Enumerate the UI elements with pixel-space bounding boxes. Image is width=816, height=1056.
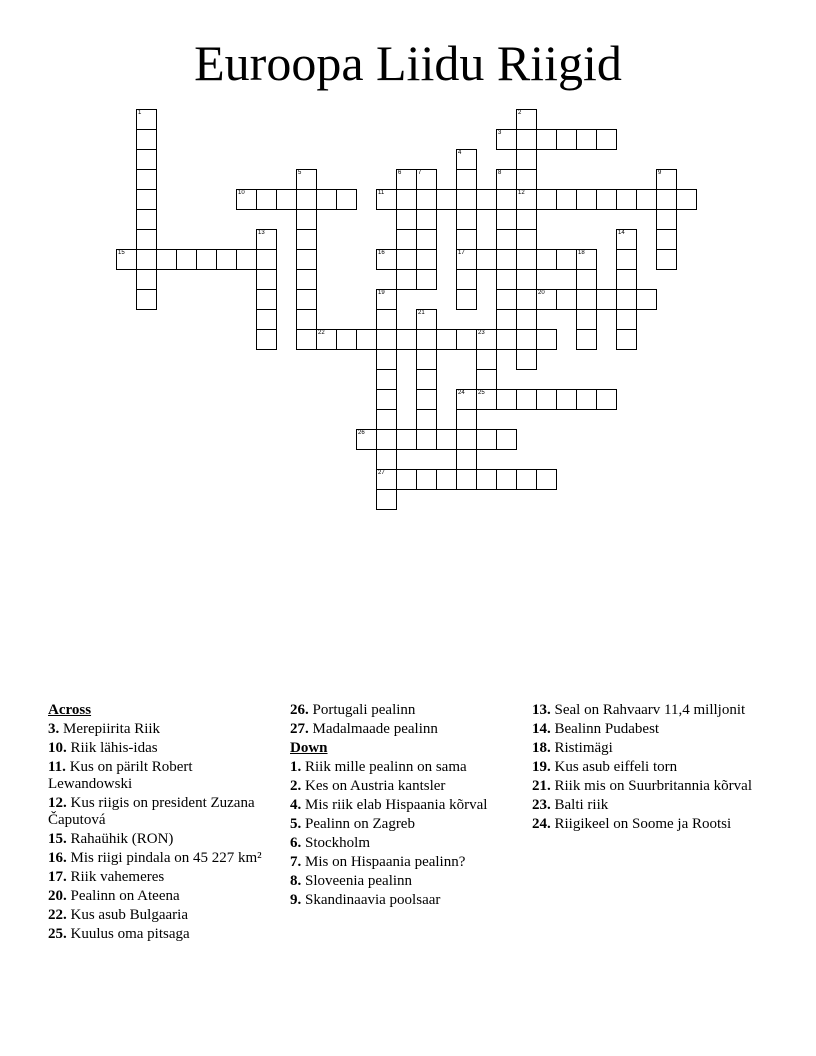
grid-cell[interactable] [516,189,537,210]
grid-cell[interactable] [116,249,137,270]
clue-number-label: 26. [290,702,309,718]
clue-number: 24 [458,390,465,396]
grid-cell[interactable] [476,469,497,490]
clue-item [48,888,280,905]
grid-cell[interactable] [416,169,437,190]
grid-cell[interactable] [396,429,417,450]
grid-cell[interactable] [536,469,557,490]
clue-text: Mis riik elab Hispaania kõrval [301,797,488,813]
grid-cell[interactable] [496,169,517,190]
clue-number-label: 9. [290,892,302,908]
grid-cell[interactable] [516,249,537,270]
clue-number-label: 2. [290,778,302,794]
grid-cell[interactable] [436,429,457,450]
clue-number: 1 [138,110,142,116]
grid-cell[interactable] [516,309,537,330]
clue-number: 3 [498,130,502,136]
grid-cell[interactable] [536,289,557,310]
grid-cell[interactable] [476,329,497,350]
grid-cell[interactable] [276,189,297,210]
clue-number-label: 25. [48,926,67,942]
clue-item [532,778,752,795]
clue-number: 21 [418,310,425,316]
grid-cell[interactable] [376,189,397,210]
grid-cell[interactable] [576,329,597,350]
grid-cell[interactable] [296,189,317,210]
clue-item [48,740,280,757]
grid-cell[interactable] [416,309,437,330]
grid-cell[interactable] [476,429,497,450]
grid-cell[interactable] [456,429,477,450]
clue-number-label: 23. [532,797,551,813]
grid-cell[interactable] [476,389,497,410]
grid-cell[interactable] [436,469,457,490]
clue-item [290,759,522,776]
grid-cell[interactable] [376,349,397,370]
grid-cell[interactable] [556,289,577,310]
grid-cell[interactable] [496,329,517,350]
clue-item [290,892,522,909]
grid-cell[interactable] [656,189,677,210]
clue-number: 20 [538,290,545,296]
grid-cell[interactable] [456,469,477,490]
grid-cell[interactable] [496,289,517,310]
clue-number: 19 [378,290,385,296]
grid-cell[interactable] [256,289,277,310]
clue-number-label: 16. [48,850,67,866]
clue-number-label: 3. [48,721,60,737]
grid-cell[interactable] [456,249,477,270]
clue-number: 12 [518,190,525,196]
clue-number: 17 [458,250,465,256]
clue-number: 5 [298,170,302,176]
grid-cell[interactable] [296,249,317,270]
clue-text: Seal on Rahvaarv 11,4 milljonit [550,702,746,718]
grid-cell[interactable] [416,209,437,230]
clue-text: Skandinaavia poolsaar [301,892,441,908]
grid-cell[interactable] [536,389,557,410]
grid-cell[interactable] [516,209,537,230]
clue-heading: Across [48,702,92,718]
grid-cell[interactable] [556,249,577,270]
grid-cell[interactable] [376,449,397,470]
clue-item [532,816,752,833]
grid-cell[interactable] [136,229,157,250]
clue-item [532,702,752,719]
clue-number-label: 19. [532,759,551,775]
clue-number-label: 17. [48,869,67,885]
grid-cell[interactable] [496,229,517,250]
grid-cell[interactable] [396,209,417,230]
grid-cell[interactable] [416,389,437,410]
grid-cell[interactable] [456,389,477,410]
grid-cell[interactable] [396,229,417,250]
grid-cell[interactable] [636,189,657,210]
clue-number: 27 [378,470,385,476]
grid-cell[interactable] [256,329,277,350]
grid-cell[interactable] [396,469,417,490]
grid-cell[interactable] [396,249,417,270]
clue-column-1 [48,702,280,945]
grid-cell[interactable] [536,249,557,270]
clue-column-3 [532,702,752,835]
clue-number-label: 8. [290,873,302,889]
clue-item [290,835,522,852]
clue-number-label: 1. [290,759,302,775]
grid-cell[interactable] [196,249,217,270]
grid-cell[interactable] [336,329,357,350]
clue-number: 9 [658,170,662,176]
grid-cell[interactable] [436,329,457,350]
grid-cell[interactable] [136,169,157,190]
clue-number: 6 [398,170,402,176]
clue-item [290,854,522,871]
grid-cell[interactable] [416,269,437,290]
clue-number: 15 [118,250,125,256]
grid-cell[interactable] [456,209,477,230]
grid-cell[interactable] [516,389,537,410]
grid-cell[interactable] [536,129,557,150]
clue-text: Ristimägi [550,740,613,756]
grid-cell[interactable] [396,189,417,210]
grid-cell[interactable] [356,329,377,350]
clue-item [532,721,752,738]
grid-cell[interactable] [516,269,537,290]
grid-cell[interactable] [556,389,577,410]
clue-text: Stockholm [301,835,371,851]
clue-number: 22 [318,330,325,336]
grid-cell[interactable] [376,249,397,270]
clue-text: Riik vahemeres [66,869,165,885]
clue-text: Kuulus oma pitsaga [66,926,190,942]
clue-item [48,759,280,793]
clue-item [532,759,752,776]
grid-cell[interactable] [576,289,597,310]
clue-item [290,873,522,890]
page-title: Euroopa Liidu Riigid [194,35,622,91]
clue-text: Portugali pealinn [308,702,416,718]
grid-cell[interactable] [416,369,437,390]
clue-text: Kes on Austria kantsler [301,778,446,794]
grid-cell[interactable] [456,269,477,290]
grid-cell[interactable] [616,269,637,290]
clue-text: Merepiirita Riik [59,721,161,737]
grid-cell[interactable] [256,249,277,270]
grid-cell[interactable] [496,389,517,410]
grid-cell[interactable] [416,349,437,370]
grid-cell[interactable] [296,329,317,350]
clue-number-label: 12. [48,795,67,811]
grid-cell[interactable] [596,129,617,150]
grid-cell[interactable] [296,169,317,190]
clue-number: 16 [378,250,385,256]
grid-cell[interactable] [456,409,477,430]
clue-column-2 [290,702,522,911]
clue-number-label: 6. [290,835,302,851]
grid-cell[interactable] [516,149,537,170]
grid-cell[interactable] [516,289,537,310]
grid-cell[interactable] [496,429,517,450]
grid-cell[interactable] [136,269,157,290]
grid-cell[interactable] [416,329,437,350]
clue-item [48,831,280,848]
grid-cell[interactable] [376,489,397,510]
grid-cell[interactable] [136,189,157,210]
grid-cell[interactable] [296,209,317,230]
grid-cell[interactable] [616,289,637,310]
clue-text: Riik lähis-idas [66,740,158,756]
grid-cell[interactable] [616,249,637,270]
clue-number: 14 [618,230,625,236]
grid-cell[interactable] [516,169,537,190]
clue-text: Riik mis on Suurbritannia kõrval [550,778,752,794]
clue-item [290,797,522,814]
grid-cell[interactable] [496,309,517,330]
grid-cell[interactable] [236,189,257,210]
clue-text: Riigikeel on Soome ja Rootsi [550,816,732,832]
grid-cell[interactable] [256,309,277,330]
clue-text: Pealinn on Zagreb [301,816,415,832]
clue-number-label: 27. [290,721,309,737]
grid-cell[interactable] [416,409,437,430]
grid-cell[interactable] [376,289,397,310]
clue-item [48,795,280,829]
clue-item [48,869,280,886]
clue-item [290,778,522,795]
grid-cell[interactable] [136,249,157,270]
grid-cell[interactable] [496,209,517,230]
grid-cell[interactable] [636,289,657,310]
grid-cell[interactable] [376,329,397,350]
grid-cell[interactable] [416,229,437,250]
clue-text: Pealinn on Ateena [66,888,180,904]
grid-cell[interactable] [456,229,477,250]
grid-cell[interactable] [656,169,677,190]
clue-number: 13 [258,230,265,236]
clue-text: Madalmaade pealinn [308,721,438,737]
grid-cell[interactable] [136,209,157,230]
clue-text: Mis riigi pindala on 45 227 km² [66,850,262,866]
grid-cell[interactable] [356,429,377,450]
clue-text: Sloveenia pealinn [301,873,413,889]
grid-cell[interactable] [516,109,537,130]
grid-cell[interactable] [516,349,537,370]
grid-cell[interactable] [316,329,337,350]
clue-text: Balti riik [550,797,609,813]
grid-cell[interactable] [576,249,597,270]
grid-cell[interactable] [416,469,437,490]
grid-cell[interactable] [536,329,557,350]
grid-cell[interactable] [476,249,497,270]
grid-cell[interactable] [476,349,497,370]
grid-cell[interactable] [496,249,517,270]
grid-cell[interactable] [616,309,637,330]
grid-cell[interactable] [236,249,257,270]
grid-cell[interactable] [676,189,697,210]
clue-number-label: 22. [48,907,67,923]
grid-cell[interactable] [396,169,417,190]
grid-cell[interactable] [216,249,237,270]
grid-cell[interactable] [576,269,597,290]
clue-heading: Down [290,740,328,756]
clue-number: 8 [498,170,502,176]
clue-number: 4 [458,150,462,156]
grid-cell[interactable] [556,189,577,210]
clue-item [532,797,752,814]
grid-cell[interactable] [596,389,617,410]
clue-number-label: 14. [532,721,551,737]
clue-number-label: 15. [48,831,67,847]
clue-number: 11 [378,190,385,196]
grid-cell[interactable] [376,369,397,390]
grid-cell[interactable] [616,189,637,210]
grid-cell[interactable] [316,189,337,210]
clue-number: 25 [478,390,485,396]
grid-cell[interactable] [376,309,397,330]
grid-cell[interactable] [296,289,317,310]
grid-cell[interactable] [536,189,557,210]
clue-text: Kus on pärilt Robert Lewandowski [48,759,193,792]
grid-cell[interactable] [336,189,357,210]
grid-cell[interactable] [456,189,477,210]
grid-cell[interactable] [176,249,197,270]
clue-number-label: 10. [48,740,67,756]
grid-cell[interactable] [376,429,397,450]
clue-number: 7 [418,170,422,176]
clue-item [48,926,280,943]
grid-cell[interactable] [296,229,317,250]
grid-cell[interactable] [296,309,317,330]
clue-number: 2 [518,110,522,116]
grid-cell[interactable] [416,249,437,270]
grid-cell[interactable] [396,269,417,290]
grid-cell[interactable] [376,469,397,490]
grid-cell[interactable] [136,109,157,130]
grid-cell[interactable] [576,189,597,210]
grid-cell[interactable] [596,189,617,210]
grid-cell[interactable] [576,389,597,410]
grid-cell[interactable] [156,249,177,270]
clue-number: 23 [478,330,485,336]
clue-number: 10 [238,190,245,196]
clue-text: Mis on Hispaania pealinn? [301,854,466,870]
clue-number-label: 18. [532,740,551,756]
grid-cell[interactable] [136,129,157,150]
grid-cell[interactable] [516,329,537,350]
clue-text: Kus asub Bulgaaria [66,907,188,923]
grid-cell[interactable] [256,189,277,210]
grid-cell[interactable] [616,229,637,250]
grid-cell[interactable] [576,129,597,150]
grid-cell[interactable] [436,189,457,210]
grid-cell[interactable] [456,449,477,470]
grid-cell[interactable] [516,469,537,490]
grid-cell[interactable] [136,149,157,170]
grid-cell[interactable] [476,369,497,390]
grid-cell[interactable] [496,189,517,210]
grid-cell[interactable] [296,269,317,290]
clue-text: Rahaühik (RON) [66,831,174,847]
grid-cell[interactable] [576,309,597,330]
clue-number-label: 21. [532,778,551,794]
grid-cell[interactable] [256,229,277,250]
grid-cell[interactable] [456,329,477,350]
clue-item [532,740,752,757]
grid-cell[interactable] [656,229,677,250]
clue-item [290,702,522,719]
clue-number-label: 7. [290,854,302,870]
grid-cell[interactable] [616,329,637,350]
clue-number-label: 11. [48,759,66,775]
grid-cell[interactable] [516,129,537,150]
grid-cell[interactable] [376,389,397,410]
grid-cell[interactable] [396,329,417,350]
clue-item [290,816,522,833]
clue-text: Bealinn Pudabest [550,721,660,737]
clue-item [48,850,280,867]
clue-number: 18 [578,250,585,256]
clue-text: Kus asub eiffeli torn [550,759,678,775]
clue-text: Kus riigis on president Zuzana Čaputová [48,795,255,828]
grid-cell[interactable] [596,289,617,310]
clue-number: 26 [358,430,365,436]
grid-cell[interactable] [376,409,397,430]
clue-text: Riik mille pealinn on sama [301,759,467,775]
grid-cell[interactable] [456,169,477,190]
grid-cell[interactable] [656,249,677,270]
grid-cell[interactable] [416,429,437,450]
grid-cell[interactable] [136,289,157,310]
grid-cell[interactable] [256,269,277,290]
grid-cell[interactable] [516,229,537,250]
clue-item [290,721,522,738]
clue-item [48,721,280,738]
grid-cell[interactable] [456,289,477,310]
grid-cell[interactable] [416,189,437,210]
grid-cell[interactable] [496,129,517,150]
clue-number-label: 13. [532,702,551,718]
grid-cell[interactable] [556,129,577,150]
clue-item [48,907,280,924]
grid-cell[interactable] [496,469,517,490]
grid-cell[interactable] [656,209,677,230]
clue-number-label: 24. [532,816,551,832]
grid-cell[interactable] [496,269,517,290]
clue-number-label: 5. [290,816,302,832]
grid-cell[interactable] [456,149,477,170]
grid-cell[interactable] [476,189,497,210]
clue-number-label: 4. [290,797,302,813]
clue-number-label: 20. [48,888,67,904]
